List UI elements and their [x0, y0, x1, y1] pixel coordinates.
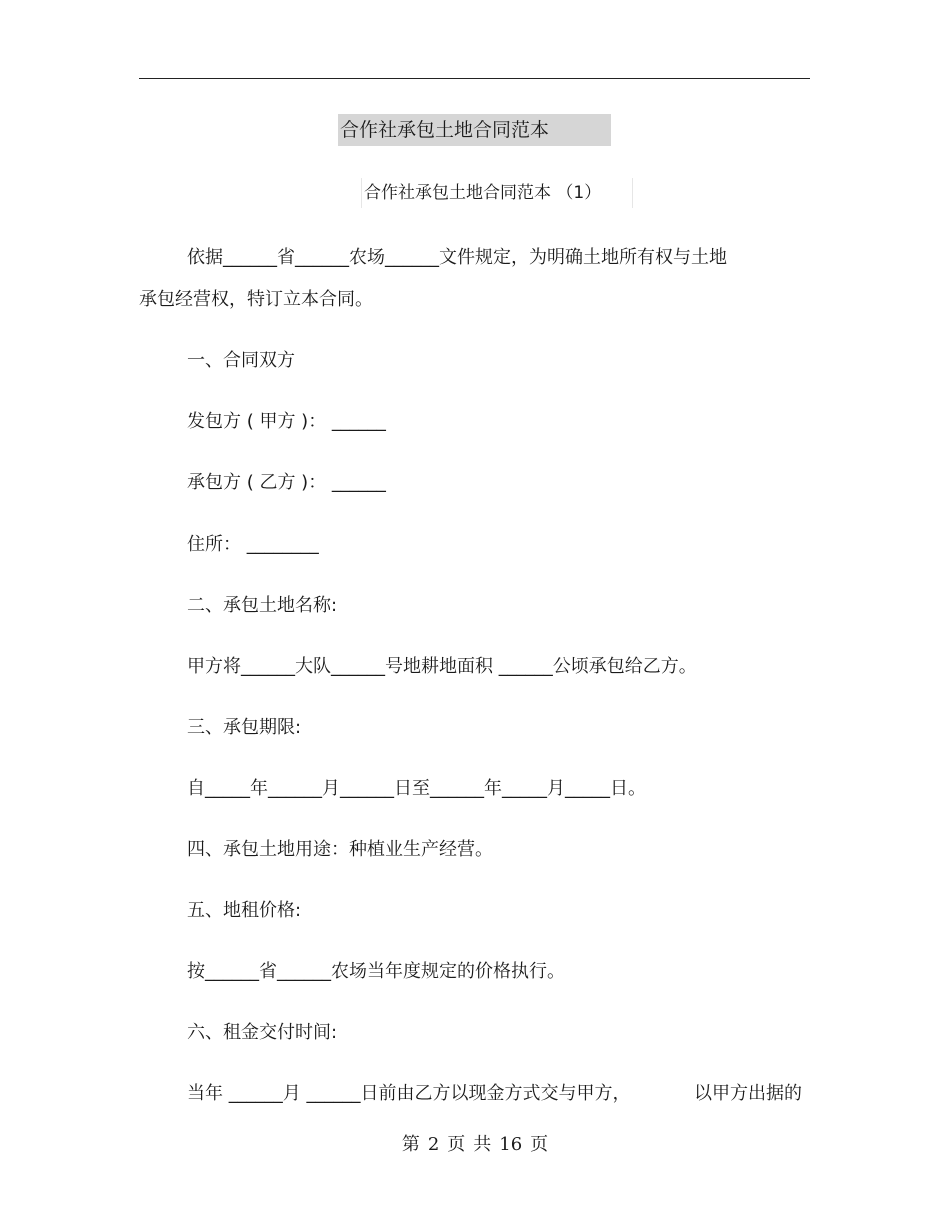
payment-text-right: 以甲方出据的 — [694, 1083, 802, 1104]
intro-paragraph-line-1: 依据______省______农场______文件规定，为明确土地所有权与土地 — [187, 247, 727, 268]
payment-paragraph — [187, 1082, 810, 1106]
term-dates: 自_____年______月______日至______年_____月_____日。 — [187, 778, 646, 799]
section-heading-rent-price: 五、地租价格: — [187, 900, 302, 921]
total-pages: 16 — [499, 1134, 523, 1155]
section-heading-term: 三、承包期限: — [187, 717, 302, 738]
page-unit: 页 — [447, 1134, 466, 1155]
page-number: 2 — [427, 1134, 440, 1155]
section-heading-parties: 一、合同双方 — [187, 350, 295, 371]
document-subtitle: 合作社承包土地合同范本 （1） — [361, 178, 633, 208]
total-label: 共 — [473, 1134, 492, 1155]
section-heading-payment-time: 六、租金交付时间: — [187, 1022, 338, 1043]
page-footer — [0, 1130, 950, 1156]
document-title: 合作社承包土地合同范本 — [338, 114, 611, 146]
party-a-field: 发包方 ( 甲方 )： ______ — [187, 411, 386, 432]
section-heading-land-use: 四、承包土地用途：种植业生产经营。 — [187, 839, 493, 860]
section-heading-land-name: 二、承包土地名称: — [187, 595, 338, 616]
land-description: 甲方将______大队______号地耕地面积 ______公顷承包给乙方。 — [187, 656, 697, 677]
party-b-field: 承包方 ( 乙方 )： ______ — [187, 472, 386, 493]
header-rule — [139, 78, 810, 79]
page-label: 第 — [401, 1134, 420, 1155]
address-field: 住所： ________ — [187, 534, 319, 555]
total-unit: 页 — [530, 1134, 549, 1155]
intro-paragraph-line-2: 承包经营权，特订立本合同。 — [139, 289, 373, 310]
payment-text-left: 当年 ______月 ______日前由乙方以现金方式交与甲方， — [187, 1083, 631, 1104]
rent-price-text: 按______省______农场当年度规定的价格执行。 — [187, 961, 565, 982]
